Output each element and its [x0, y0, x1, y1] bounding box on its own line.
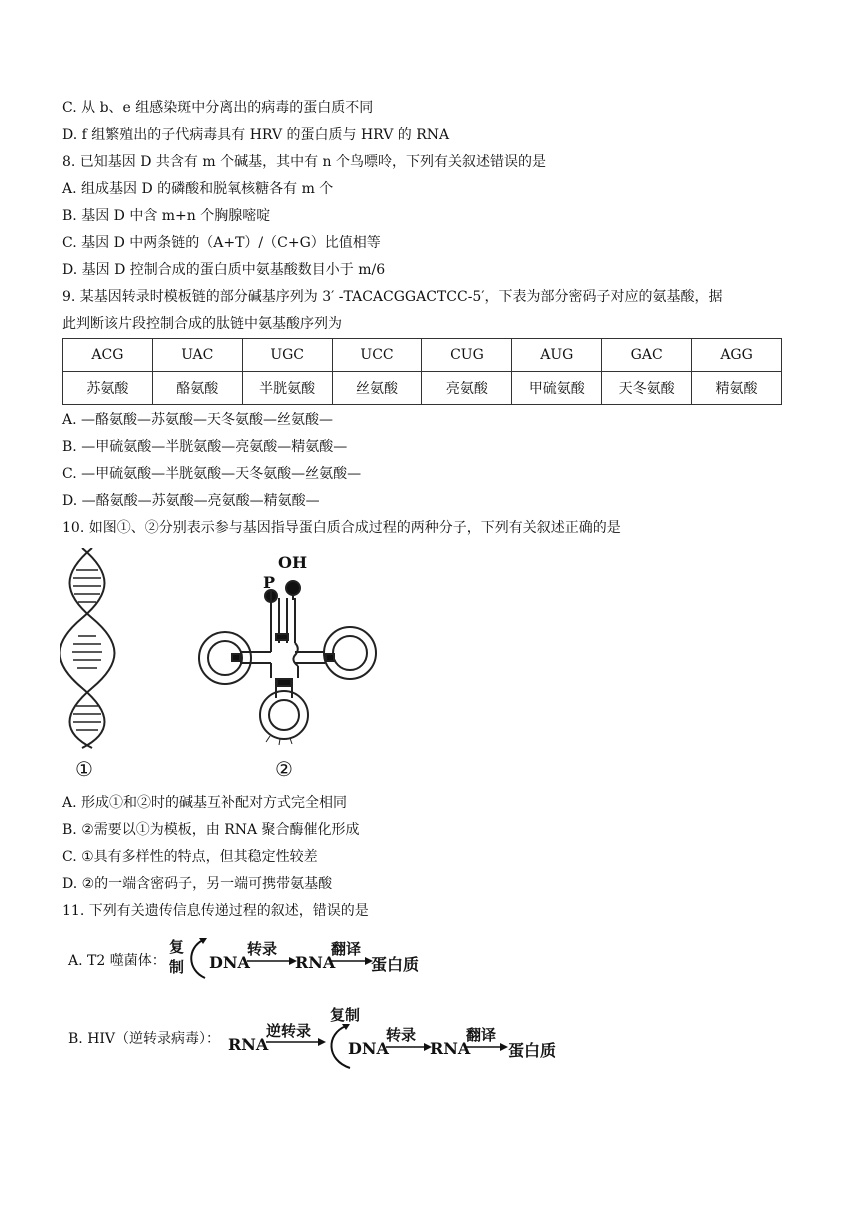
codon-table	[62, 338, 782, 405]
rna-source-node: RNA	[228, 1035, 269, 1054]
translate-label: 翻译	[466, 1026, 497, 1044]
amino-acid-cell: 亮氨酸	[422, 372, 512, 405]
q8-option-d: D. 基因 D 控制合成的蛋白质中氨基酸数目小于 m/6	[62, 262, 386, 278]
amino-acid-cell: 半胱氨酸	[242, 372, 332, 405]
replicate-label: 复制	[330, 1006, 361, 1024]
q9-stem-line1: 9. 某基因转录时模板链的部分碱基序列为 3′ -TACACGGACTCC-5′，下表为部分密码子对应的氨基酸，据	[62, 289, 723, 305]
q10-option-c: C. ①具有多样性的特点，但其稳定性较差	[62, 849, 318, 865]
trna-oh-label: OH	[278, 553, 308, 572]
q7-option-c: C. 从 b、e 组感染斑中分离出的病毒的蛋白质不同	[62, 100, 374, 116]
codon-cell: GAC	[602, 339, 692, 372]
rna-node: RNA	[295, 953, 336, 972]
codon-cell: UAC	[152, 339, 242, 372]
q9-option-a: A. —酪氨酸—苏氨酸—天冬氨酸—丝氨酸—	[62, 412, 334, 428]
codon-cell: AUG	[512, 339, 602, 372]
dna-node: DNA	[209, 953, 250, 972]
amino-acid-cell: 天冬氨酸	[602, 372, 692, 405]
trna-p-label: P	[263, 573, 276, 592]
codon-cell: AGG	[692, 339, 782, 372]
replicate-label-top: 复	[169, 938, 185, 956]
codon-row	[63, 339, 782, 372]
amino-acid-cell: 苏氨酸	[63, 372, 153, 405]
figure-10	[60, 548, 400, 784]
amino-acid-row	[63, 372, 782, 405]
q8-option-b: B. 基因 D 中含 m+n 个胸腺嘧啶	[62, 208, 271, 224]
q10-option-d: D. ②的一端含密码子，另一端可携带氨基酸	[62, 876, 333, 892]
q9-option-b: B. —甲硫氨酸—半胱氨酸—亮氨酸—精氨酸—	[62, 439, 348, 455]
protein-node: 蛋白质	[508, 1041, 557, 1060]
amino-acid-cell: 丝氨酸	[332, 372, 422, 405]
replicate-arrow-icon	[191, 940, 205, 978]
reverse-transcribe-label: 逆转录	[266, 1022, 312, 1040]
amino-acid-cell: 精氨酸	[692, 372, 782, 405]
figure-label-2: ②	[275, 757, 293, 781]
q8-option-c: C. 基因 D 中两条链的（A+T）/（C+G）比值相等	[62, 235, 381, 251]
transcribe-label: 转录	[247, 940, 278, 958]
amino-acid-cell: 甲硫氨酸	[512, 372, 602, 405]
dna-helix-icon	[60, 548, 115, 748]
q10-stem: 10. 如图①、②分别表示参与基因指导蛋白质合成过程的两种分子，下列有关叙述正确的是	[62, 520, 621, 536]
q11-option-a-label: A. T2 噬菌体：	[68, 953, 166, 969]
dna-node: DNA	[348, 1039, 389, 1058]
codon-cell: CUG	[422, 339, 512, 372]
codon-cell: UGC	[242, 339, 332, 372]
figure-label-1: ①	[75, 757, 93, 781]
q9-option-d: D. —酪氨酸—苏氨酸—亮氨酸—精氨酸—	[62, 493, 320, 509]
q8-stem: 8. 已知基因 D 共含有 m 个碱基，其中有 n 个鸟嘌呤，下列有关叙述错误的是	[62, 154, 547, 170]
rna-node: RNA	[430, 1039, 471, 1058]
q11-option-b-label: B. HIV（逆转录病毒）：	[68, 1031, 221, 1047]
q9-stem-line2: 此判断该片段控制合成的肽链中氨基酸序列为	[62, 316, 342, 332]
q9-option-c: C. —甲硫氨酸—半胱氨酸—天冬氨酸—丝氨酸—	[62, 466, 362, 482]
q10-option-b: B. ②需要以①为模板，由 RNA 聚合酶催化形成	[62, 822, 360, 838]
trna-icon	[199, 581, 376, 745]
translate-label: 翻译	[331, 940, 362, 958]
transcribe-label: 转录	[386, 1026, 417, 1044]
amino-acid-cell: 酪氨酸	[152, 372, 242, 405]
q8-option-a: A. 组成基因 D 的磷酸和脱氧核糖各有 m 个	[62, 181, 334, 197]
flow-diagram-b	[226, 1000, 566, 1072]
flow-diagram-a	[165, 930, 435, 986]
protein-node: 蛋白质	[371, 955, 420, 974]
q10-option-a: A. 形成①和②时的碱基互补配对方式完全相同	[62, 795, 348, 811]
q11-stem: 11. 下列有关遗传信息传递过程的叙述，错误的是	[62, 903, 369, 919]
q7-option-d: D. f 组繁殖出的子代病毒具有 HRV 的蛋白质与 HRV 的 RNA	[62, 127, 450, 143]
codon-cell: ACG	[63, 339, 153, 372]
replicate-label-bottom: 制	[169, 958, 185, 976]
codon-cell: UCC	[332, 339, 422, 372]
